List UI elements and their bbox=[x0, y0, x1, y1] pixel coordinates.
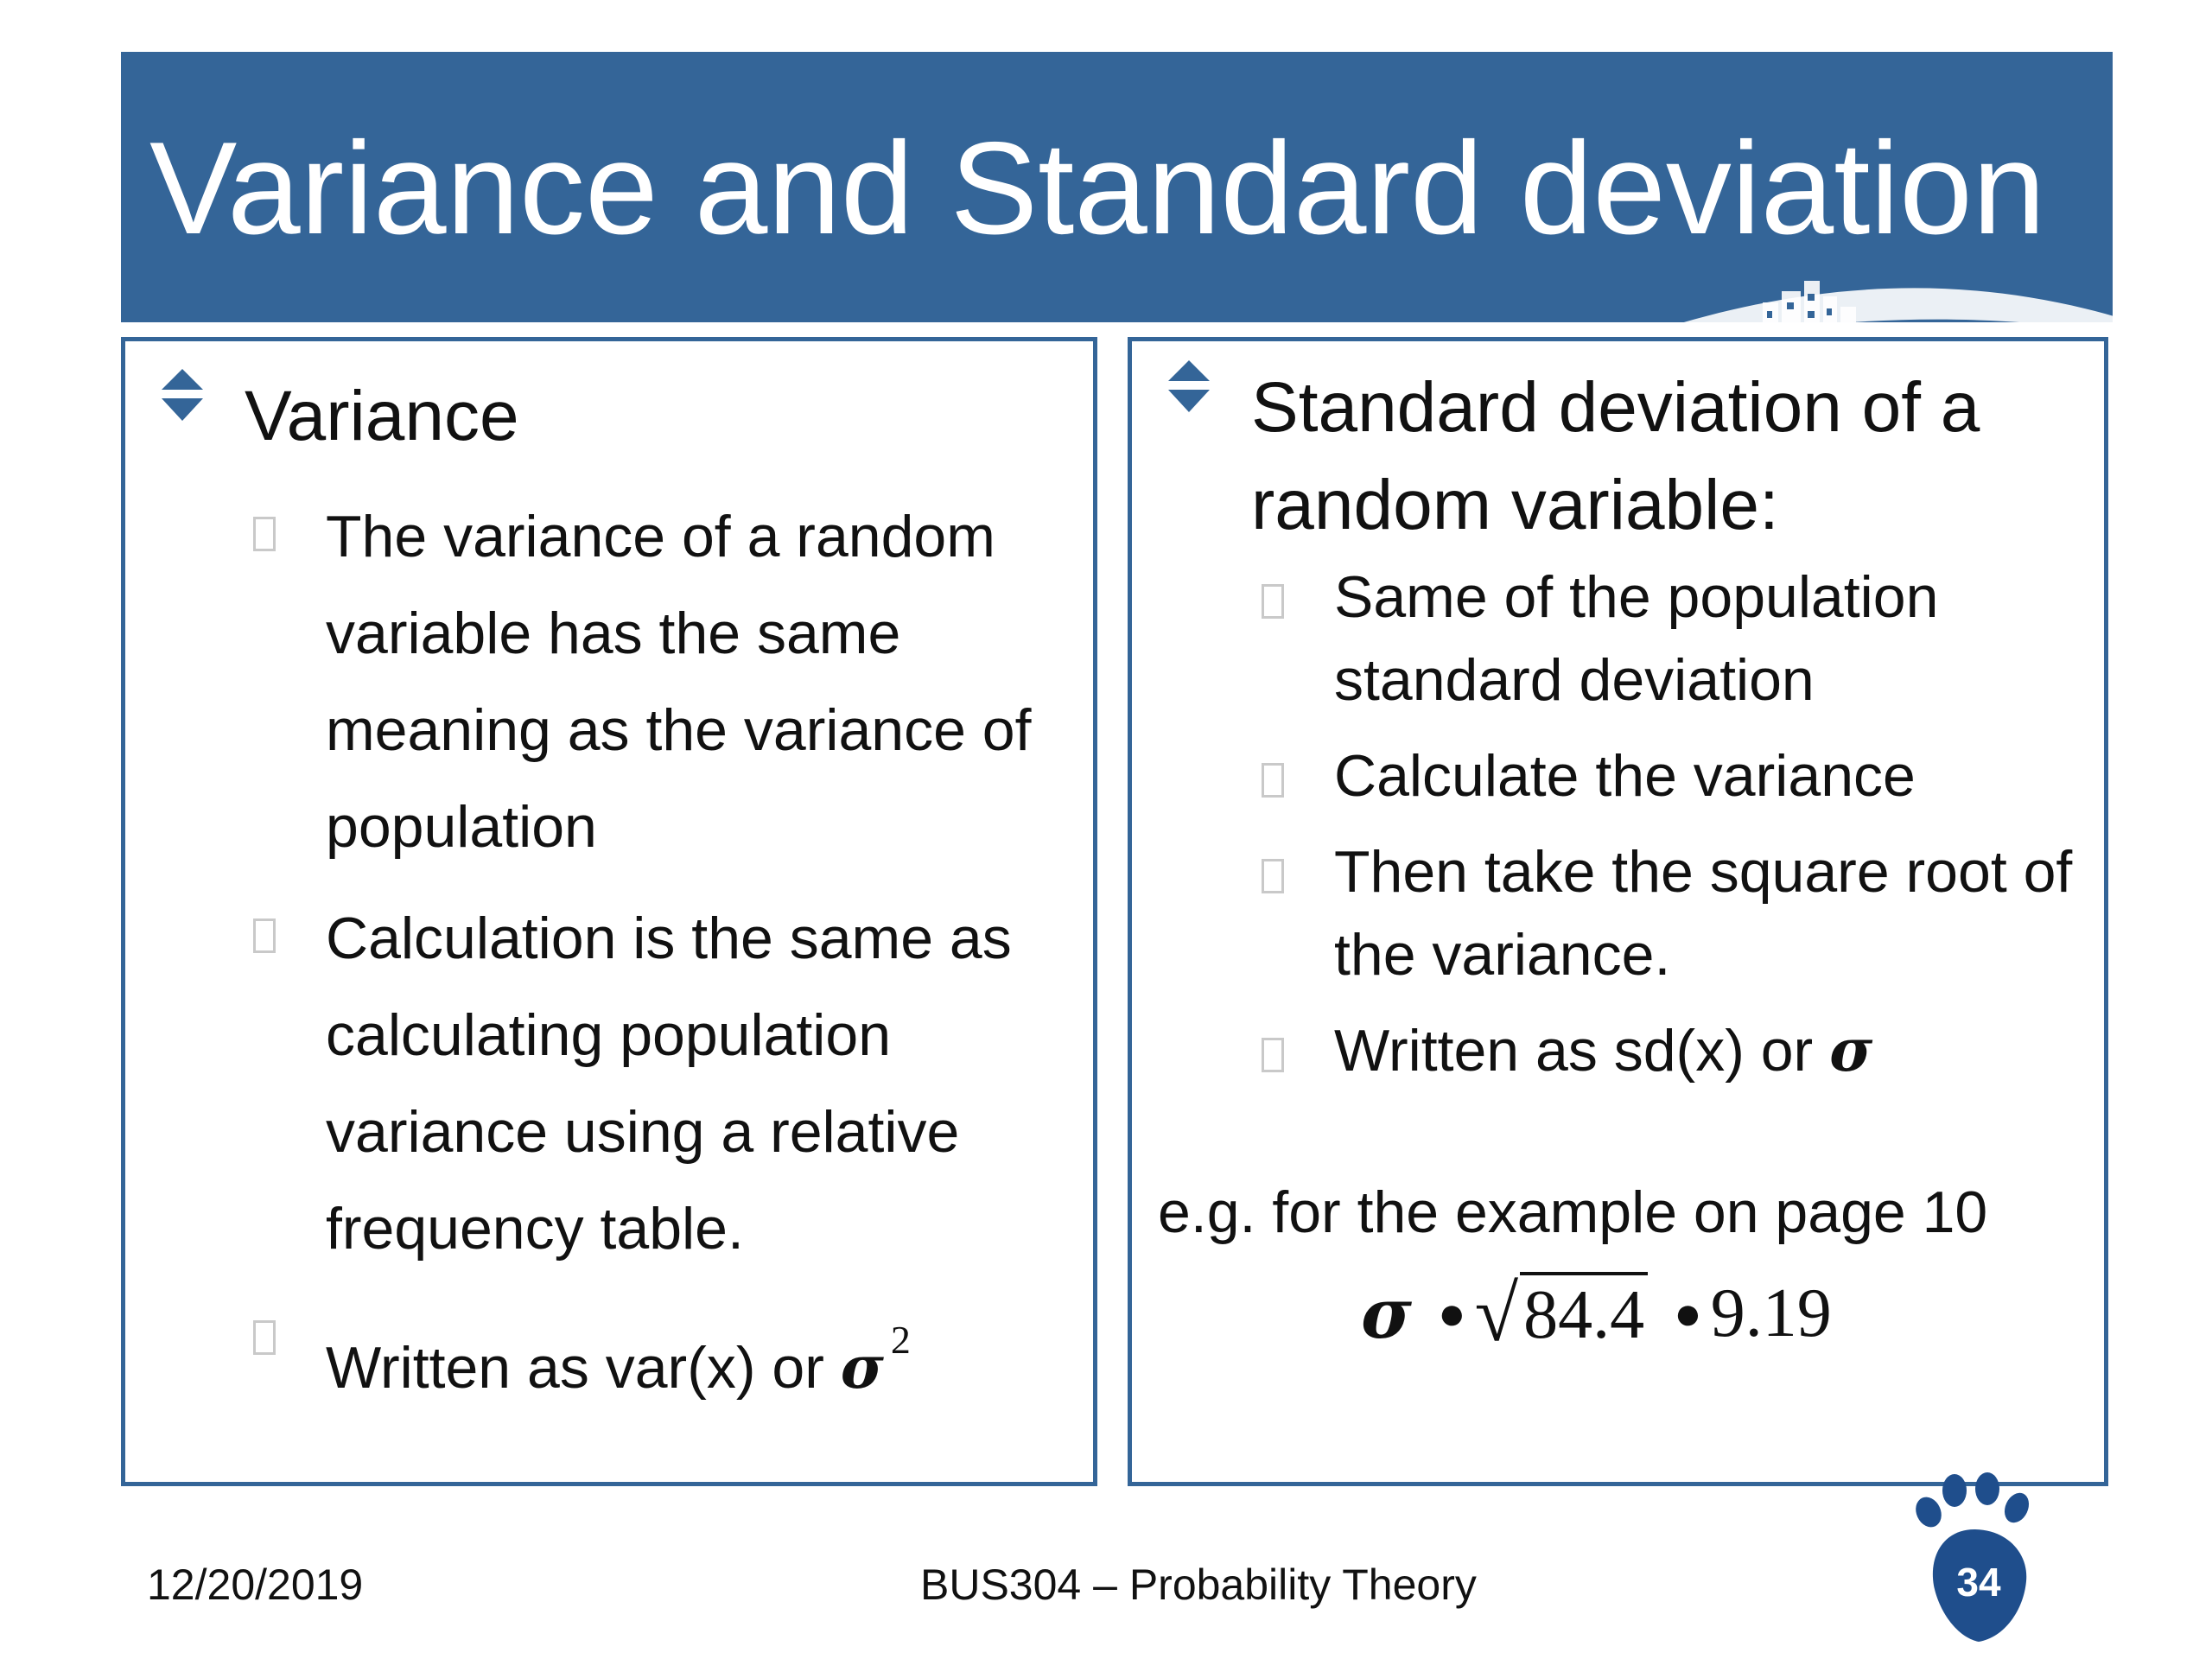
paw-print-icon bbox=[1910, 1465, 2048, 1646]
formula-equals-mark: ● bbox=[1437, 1287, 1466, 1339]
written-as-var-text: Written as var(x) or bbox=[326, 1335, 841, 1401]
list-item: Then take the square root of the variance. bbox=[1262, 830, 2094, 996]
variance-heading-row bbox=[158, 367, 519, 465]
box-bullet-icon bbox=[1262, 859, 1284, 893]
example-text: e.g. for the example on page 10 bbox=[1158, 1179, 1988, 1245]
formula-result: 9.19 bbox=[1710, 1275, 1832, 1351]
list-item bbox=[253, 1292, 1086, 1416]
variance-heading: Variance bbox=[245, 377, 519, 455]
footer-course: BUS304 – Probability Theory bbox=[920, 1560, 1477, 1609]
sqrt-icon: √ bbox=[1474, 1269, 1519, 1357]
box-bullet-icon bbox=[1262, 1038, 1284, 1072]
std-heading: Standard deviation of a random variable: bbox=[1251, 368, 1980, 544]
box-bullet-icon bbox=[1262, 763, 1284, 798]
list-item bbox=[1262, 1009, 2094, 1092]
formula-sigma: σ bbox=[1361, 1273, 1412, 1354]
footer-date: 12/20/2019 bbox=[147, 1560, 364, 1609]
sigma-symbol: σ bbox=[840, 1333, 884, 1402]
variance-bullet-list bbox=[253, 488, 1086, 1416]
slide-title: Variance and Standard deviation bbox=[149, 115, 2046, 262]
squared-exponent: 2 bbox=[890, 1318, 911, 1362]
title-banner bbox=[121, 52, 2113, 322]
box-bullet-icon bbox=[253, 918, 276, 953]
std-deviation-panel bbox=[1128, 337, 2108, 1486]
list-item: Calculate the variance bbox=[1262, 734, 2094, 817]
list-item: The variance of a random variable has the same meaning as the variance of population bbox=[253, 488, 1086, 875]
formula-approx-mark: ● bbox=[1674, 1287, 1702, 1339]
variance-panel bbox=[121, 337, 1097, 1486]
std-bullet-list bbox=[1262, 556, 2094, 1092]
diamond-bullet-icon bbox=[158, 367, 207, 424]
box-bullet-icon bbox=[253, 517, 276, 551]
std-heading-row bbox=[1165, 359, 2055, 554]
box-bullet-icon bbox=[253, 1320, 276, 1355]
sigma-symbol: σ bbox=[1829, 1016, 1873, 1085]
written-as-sd-text: Written as sd(x) or bbox=[1334, 1018, 1830, 1084]
list-item: Calculation is the same as calculating population variance using a relative frequency table. bbox=[253, 890, 1086, 1277]
diamond-bullet-icon bbox=[1165, 359, 1213, 416]
list-item: Same of the population standard deviation bbox=[1262, 556, 2094, 721]
page-number: 34 bbox=[1956, 1560, 2001, 1605]
sd-formula bbox=[1361, 1270, 1832, 1357]
formula-radicand: 84.4 bbox=[1520, 1272, 1648, 1355]
box-bullet-icon bbox=[1262, 584, 1284, 619]
